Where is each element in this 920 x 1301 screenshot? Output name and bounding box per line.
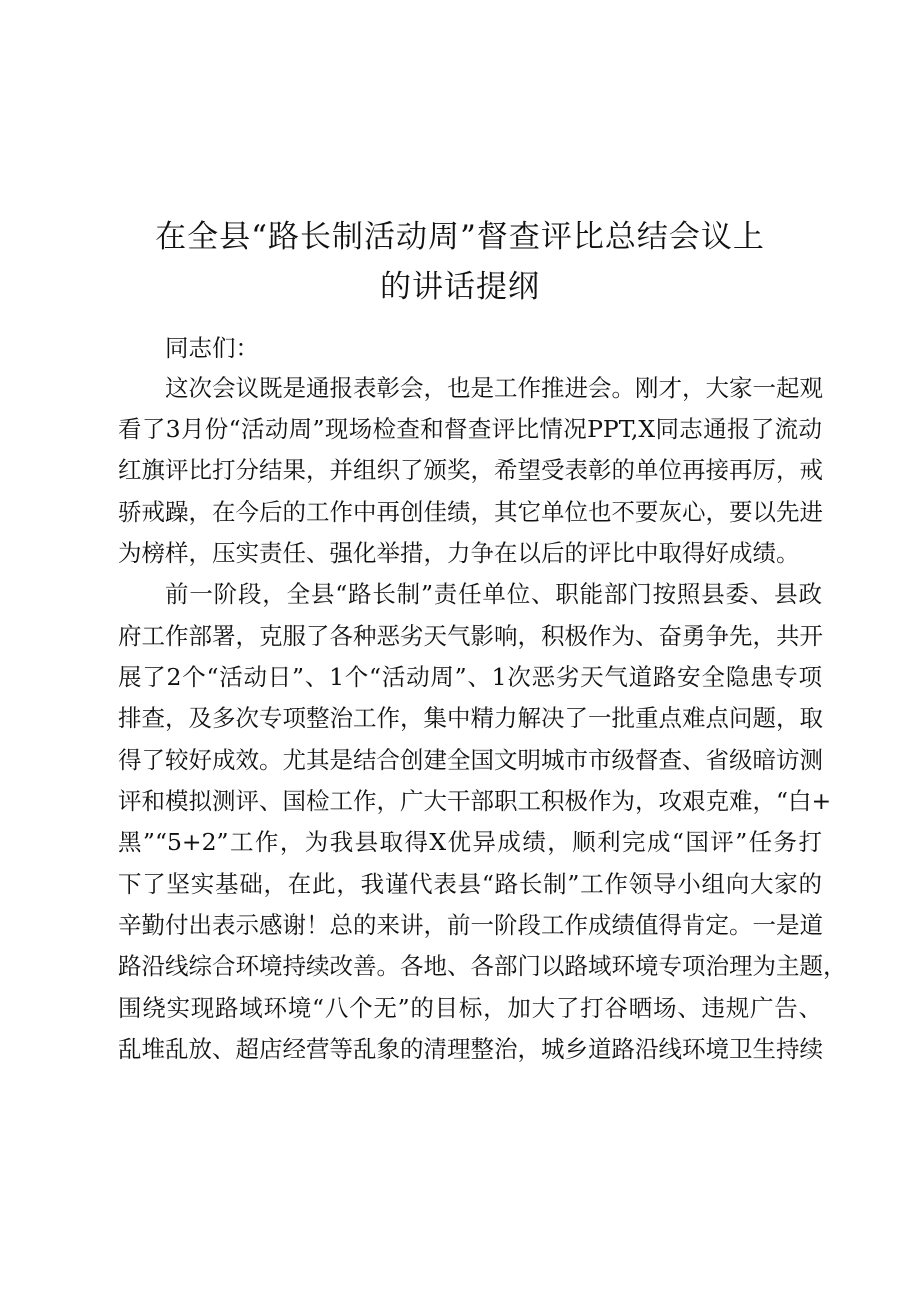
body-line: 围绕实现路域环境“八个无”的目标，加大了打谷晒场、违规广告、 xyxy=(118,994,822,1022)
body-line: 辛勤付出表示感谢！总的来讲，前一阶段工作成绩值得肯定。一是道 xyxy=(118,911,823,939)
body-line: 评和模拟测评、国检工作，广大干部职工积极作为，攻艰克难，“白+ xyxy=(118,787,832,815)
body-line: 府工作部署，克服了各种恶劣天气影响，积极作为、奋勇争先，共开 xyxy=(118,622,823,650)
body-line: 黑”“5+2”工作，为我县取得X优异成绩，顺利完成“国评”任务打 xyxy=(118,828,822,856)
body-line: 路沿线综合环境持续改善。各地、各部门以路域环境专项治理为主题， xyxy=(118,952,847,980)
body-line: 为榜样，压实责任、强化举措，力争在以后的评比中取得好成绩。 xyxy=(118,539,800,567)
document-title-line-1: 在全县“路长制活动周”督查评比总结会议上 xyxy=(155,219,765,255)
body-line: 红旗评比打分结果，并组织了颁奖，希望受表彰的单位再接再厉，戒 xyxy=(118,456,823,484)
body-line: 这次会议既是通报表彰会，也是工作推进会。刚才，大家一起观 xyxy=(165,374,823,402)
body-line: 骄戒躁，在今后的工作中再创佳绩，其它单位也不要灰心，要以先进 xyxy=(118,498,823,526)
body-line: 得了较好成效。尤其是结合创建全国文明城市市级督查、省级暗访测 xyxy=(118,746,823,774)
body-line: 展了2个“活动日”、1个“活动周”、1次恶劣天气道路安全隐患专项 xyxy=(118,663,822,691)
body-line: 乱堆乱放、超店经营等乱象的清理整治，城乡道路沿线环境卫生持续 xyxy=(118,1035,823,1063)
body-line: 下了坚实基础，在此，我谨代表县“路长制”工作领导小组向大家的 xyxy=(118,870,822,898)
salutation: 同志们： xyxy=(165,334,259,362)
body-line: 排查，及多次专项整治工作，集中精力解决了一批重点难点问题，取 xyxy=(118,704,823,732)
document-title-line-2: 的讲话提纲 xyxy=(380,269,540,305)
body-line: 前一阶段，全县“路长制”责任单位、职能部门按照县委、县政 xyxy=(165,580,822,608)
body-line: 看了3月份“活动周”现场检查和督查评比情况PPT,X同志通报了流动 xyxy=(118,415,822,443)
